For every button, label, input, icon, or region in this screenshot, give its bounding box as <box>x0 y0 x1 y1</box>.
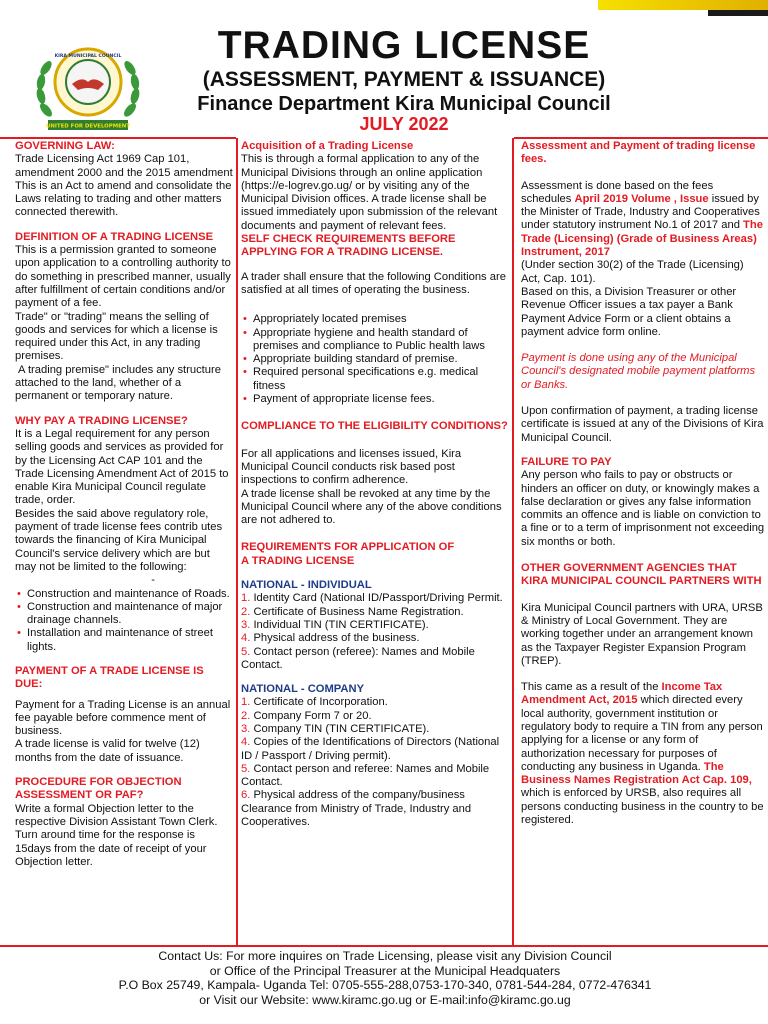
page-subtitle: (ASSESSMENT, PAYMENT & ISSUANCE) <box>202 68 606 91</box>
assessment-heading: Assessment and Payment of trading license fees. <box>521 140 756 166</box>
objection-text: Write a formal Objection letter to the respective Division Assistant Town Clerk. Turn around time for the response is 15days from the date of receipt of your Objection letter. <box>15 802 218 868</box>
company-heading: NATIONAL - COMPANY <box>241 683 365 696</box>
list-item: • Appropriately located premises <box>253 313 509 326</box>
contact-footer <box>60 949 710 1007</box>
objection-heading: PROCEDURE FOR OBJECTION ASSESSMENT OR PAF? <box>15 776 182 802</box>
footer-line: or Office of the Principal Treasurer at the Municipal Headquaters <box>209 963 561 978</box>
divider <box>0 945 768 947</box>
column-left <box>15 138 234 869</box>
list-item: 2. Certificate of Business Name Registration. <box>241 605 464 618</box>
list-item: • Payment of appropriate license fees. <box>253 393 509 406</box>
acquisition-heading: Acquisition of a Trading License <box>241 140 414 152</box>
compliance-heading: COMPLIANCE TO THE ELIGIBILITY CONDITIONS? <box>241 420 508 433</box>
list-item: 2. Company Form 7 or 20. <box>241 709 372 722</box>
department-name: Finance Department Kira Municipal Council <box>197 93 611 115</box>
footer-line: Contact Us: For more inquires on Trade Licensing, please visit any Division Council <box>158 949 612 963</box>
list-item: • Construction and maintenance of major drainage channels. <box>27 601 234 628</box>
failure-text: Any person who fails to pay or obstructs or hinders an officer on duty, or knowingly makes a false declaration or gives any false information commits an offence and is liable on conviction to a fine or to a term of imprisonment not exceeding six months or both. <box>521 469 765 548</box>
list-item: • Appropriate building standard of premise. <box>253 353 509 366</box>
governing-law-heading: GOVERNING LAW: <box>15 140 115 152</box>
list-item: 3. Company TIN (TIN CERTIFICATE). <box>241 722 430 735</box>
governing-law-text: Trade Licensing Act 1969 Cap 101, amendment 2000 and the 2015 amendment This is an Act to amend and consolidate the Laws relating to trading and other matters connected therewith. <box>15 153 233 219</box>
agencies-act-text: This came as a result of the Income Tax Amendment Act, 2015 which directed every local authority, government institution or regulatory body to require a TIN from any person applying for a license or any form of authorization necessary for purposes of conducting any business in Uganda. The Business Names Registration Act Cap. 109, which is enforced by URSB, also requires all persons conducting business in the country to be registered. <box>521 681 764 827</box>
list-item: 4. Physical address of the business. <box>241 632 420 645</box>
why-pay-text: It is a Legal requirement for any person selling goods and services as provided for by the Licensing Act CAP 101 and the Trade Licensing Amendment Act of 2015 to enable Kira Municipal Council regulate trade, order. <box>15 427 229 507</box>
why-pay-heading: WHY PAY A TRADING LICENSE? <box>15 414 188 427</box>
compliance-revoke-text: A trade license shall be revoked at any time by the Municipal Council where any of the above conditions are not adhered to. <box>241 487 502 527</box>
compliance-text: For all applications and licenses issued, Kira Municipal Council conducts risk based post inspections to confirm adherence. <box>241 447 462 487</box>
assessment-text: Assessment is done based on the fees schedules April 2019 Volume , Issue issued by the Minister of Trade, Industry and Cooperatives under statutory instrument No.1 of 2017 and The Trade (Licensing) (Grade of Business Areas) Instrument, 2017 <box>521 179 763 259</box>
assessment-officer-text: Based on this, a Division Treasurer or other Revenue Officer issues a tax payer a Bank Payment Advice Form or a client obtains a payment advice form online. <box>521 285 737 338</box>
assessment-section-text: (Under section 30(2) of the Trade (Licensing) Act, Cap. 101). <box>521 259 744 285</box>
why-pay-text-2: Besides the said above regulatory role, payment of trade license fees contrib utes towards the financing of Kira Municipal Council's service delivery which are but may not be limited to the following:- <box>15 507 223 587</box>
list-item: 4. Copies of the Identifications of Directors (National ID / Passport / Driving permit). <box>241 736 500 762</box>
list-item: • Required personal specifications e.g. medical fitness <box>253 366 509 393</box>
payment-validity-text: A trade license is valid for twelve (12) months from the date of issuance. <box>15 738 200 764</box>
column-middle <box>241 138 509 829</box>
definition-trade-text: Trade" or "trading" means the selling of goods and services for which a license is required under this Act, in any trading premises. <box>15 310 218 363</box>
list-item: 5. Contact person and referee: Names and Mobile Contact. <box>241 762 490 789</box>
list-item: 3. Individual TIN (TIN CERTIFICATE). <box>241 618 429 631</box>
list-item: • Appropriate hygiene and health standard of premises and compliance to Public health laws <box>253 327 509 354</box>
payment-method-text: Payment is done using any of the Municipal Council's designated mobile payment platforms or Banks. <box>521 352 756 391</box>
certificate-text: Upon confirmation of payment, a trading license certificate is issued at any of the Divisions of Kira Municipal Council. <box>521 405 764 444</box>
issue-date: JULY 2022 <box>359 114 449 134</box>
column-right <box>521 138 765 827</box>
list-item: 1. Identity Card (National ID/Passport/Driving Permit. <box>241 592 503 605</box>
payment-due-text: Payment for a Trading License is an annual fee payable before commence ment of business. <box>15 698 231 738</box>
list-item: 5. Contact person (referee): Names and Mobile Contact. <box>241 645 475 671</box>
agencies-heading: OTHER GOVERNMENT AGENCIES THAT KIRA MUNICIPAL COUNCIL PARTNERS WITH <box>521 562 762 588</box>
individual-heading: NATIONAL - INDIVIDUAL <box>241 579 372 592</box>
list-item: 1. Certificate of Incorporation. <box>241 696 388 709</box>
footer-address: P.O Box 25749, Kampala- Uganda Tel: 0705-555-288,0753-170-340, 0781-544-284, 0772-476341 <box>118 978 652 992</box>
definition-heading: DEFINITION OF A TRADING LICENSE <box>15 230 214 243</box>
page-title: TRADING LICENSE <box>217 24 591 67</box>
list-item: • Installation and maintenance of street lights. <box>27 627 234 654</box>
requirements-heading-2: A TRADING LICENSE <box>241 554 355 567</box>
self-check-text: A trader shall ensure that the following Conditions are satisfied at all times of operating the business. <box>241 270 506 296</box>
svg-text:KIRA MUNICIPAL COUNCIL: KIRA MUNICIPAL COUNCIL <box>54 54 122 59</box>
corner-decoration-dark <box>708 10 768 16</box>
payment-due-heading: PAYMENT OF A TRADE LICENSE IS DUE: <box>15 664 204 691</box>
list-item: 6. Physical address of the company/business Clearance from Ministry of Trade, Industry and Cooperatives. <box>241 789 472 829</box>
definition-text: This is a permission granted to someone upon application to a controlling authority to do something in prescribed manner, usually after fulfillment of certain conditions and/or payment of a fee. <box>15 244 231 310</box>
column-divider <box>512 138 514 946</box>
acquisition-text: This is through a formal application to any of the Municipal Divisions through an online application (https://e-logrev.go.ug/ or by visiting any of the Municipal Division offices. A trade license shall be issued immediately upon submission of the relevant documents and payment of relevant fees. <box>241 153 498 232</box>
self-check-heading: SELF CHECK REQUIREMENTS BEFORE APPLYING FOR A TRADING LICENSE. <box>241 233 456 259</box>
svg-text:UNITED FOR DEVELOPMENT: UNITED FOR DEVELOPMENT <box>46 123 130 130</box>
corner-decoration <box>598 0 768 10</box>
agencies-text: Kira Municipal Council partners with URA, URSB & Ministry of Local Government. They are working together under an arrangement known as the Taxpayer Register Expansion Program (TREP). <box>521 601 763 667</box>
list-item: • Construction and maintenance of Roads. <box>27 588 234 601</box>
definition-premise-text: A trading premise" includes any structure attached to the land, whether of a permanent or temporary nature. <box>15 363 221 403</box>
requirements-heading: REQUIREMENTS FOR APPLICATION OF <box>241 541 455 554</box>
column-divider <box>236 138 238 946</box>
failure-heading: FAILURE TO PAY <box>521 455 612 468</box>
footer-website: or Visit our Website: www.kiramc.go.ug or E-mail:info@kiramc.go.ug <box>199 992 571 1007</box>
